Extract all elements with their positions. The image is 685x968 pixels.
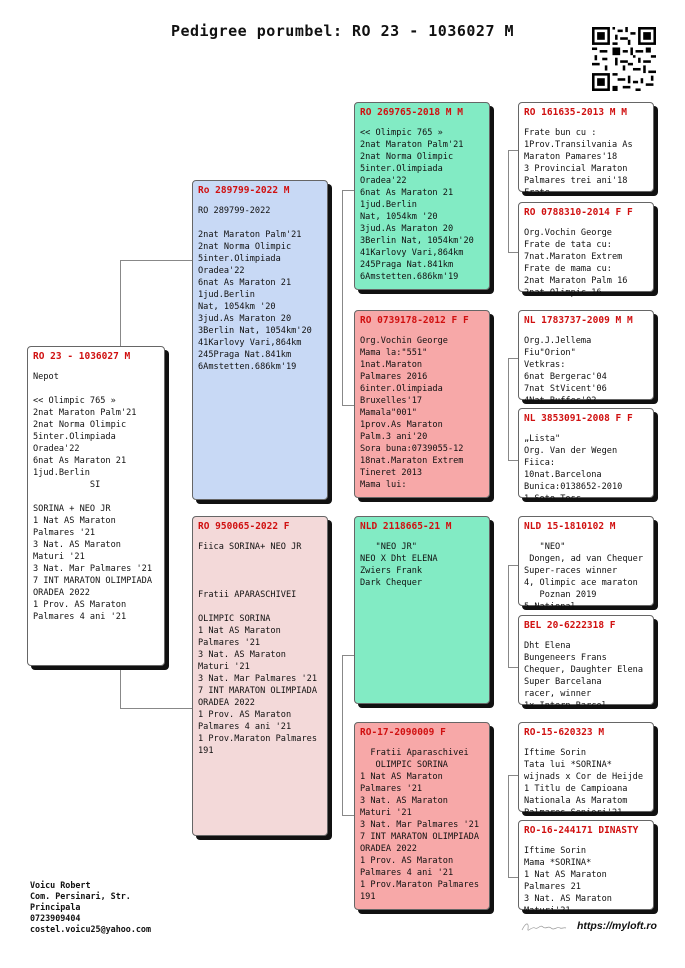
pigeon-card-dam[interactable] bbox=[192, 516, 328, 836]
ring-number: RO 23 - 1036027 M bbox=[33, 351, 131, 362]
pigeon-card-sire-sire[interactable] bbox=[354, 102, 490, 290]
pigeon-card-g3[interactable] bbox=[518, 310, 654, 406]
pigeon-notes: Org.Vochin George Frate de tata cu: 7nat.Maraton Extrem Frate de mama cu: 2nat Maraton Palm 16 2nat Olimpic 16 bbox=[524, 228, 628, 298]
pigeon-notes: Fiica SORINA+ NEO JR Fratii APARASCHIVEI OLIMPIC SORINA 1 Nat AS Maraton Palmares '21 3 Nat. AS Maraton Maturi '21 3 Nat. Mar Palmares '21 7 INT MARATON OLIMPIADA ORADEA 2022 1 Prov. AS Maraton Palmares 4 ani '21 1 Prov.Maraton Palmares 191 bbox=[198, 542, 317, 756]
ring-number: RO 161635-2013 M M bbox=[524, 107, 627, 118]
breeder-name: Voicu Robert bbox=[30, 880, 91, 890]
pigeon-notes: Dht Elena Bungeneers Frans Chequer, Daughter Elena Super Barcelana racer, winner 1x Intern Barcel bbox=[524, 641, 643, 711]
connector-line bbox=[508, 252, 518, 253]
pigeon-notes: RO 289799-2022 2nat Maraton Palm'21 2nat Norma Olimpic 5inter.Olimpiada Oradea'22 6nat As Maraton 21 1jud.Berlin Nat, 1054km '20 3jud.As Maraton 20 3Berlin Nat, 1054km'20 41Karlovy Vari,864km 245Praga Nat.841km 6Amstetten.686km'19 bbox=[198, 206, 312, 372]
ring-number: BEL 20-6222318 F bbox=[524, 620, 616, 631]
pigeon-card-g3[interactable] bbox=[518, 820, 654, 916]
ring-number: NL 1783737-2009 M M bbox=[524, 315, 633, 326]
breeder-info bbox=[30, 880, 151, 935]
pigeon-notes: "NEO" Dongen, ad van Chequer Super-races winner 4, Olimpic ace maraton Poznan 2019 5 National bbox=[524, 542, 644, 612]
connector-line bbox=[508, 358, 509, 460]
connector-line bbox=[508, 460, 518, 461]
pigeon-notes: Iftime Sorin Tata lui *SORINA* wijnads x Cor de Heijde 1 Titlu de Campioana Nationala As Maratom Palmares Seniori'21 bbox=[524, 748, 643, 818]
pigeon-card-g3[interactable] bbox=[518, 408, 654, 504]
ring-number: NLD 2118665-21 M bbox=[360, 521, 452, 532]
pigeon-card-sire-dam[interactable] bbox=[354, 310, 490, 498]
pigeon-card-g3[interactable] bbox=[518, 722, 654, 818]
ring-number: RO-16-244171 DINASTY bbox=[524, 825, 639, 836]
breeder-address-line: Com. Persinari, Str. bbox=[30, 891, 131, 901]
ring-number: RO-15-620323 M bbox=[524, 727, 605, 738]
pigeon-notes: Frate bun cu : 1Prov.Transilvania As Maraton Pamares'18 3 Provincial Maraton Palmares trei ani'18 Frate bbox=[524, 128, 633, 198]
connector-line bbox=[508, 775, 518, 776]
qr-code-icon bbox=[592, 27, 656, 91]
pigeon-notes: "NEO JR" NEO X Dht ELENA Zwiers Frank Dark Chequer bbox=[360, 542, 438, 588]
ring-number: NL 3853091-2008 F F bbox=[524, 413, 633, 424]
connector-line bbox=[342, 405, 354, 406]
connector-line bbox=[508, 565, 518, 566]
connector-line bbox=[120, 668, 121, 708]
pigeon-card-subject[interactable] bbox=[27, 346, 165, 666]
connector-line bbox=[508, 358, 518, 359]
ring-number: RO 950065-2022 F bbox=[198, 521, 290, 532]
breeder-email[interactable]: costel.voicu25@yahoo.com bbox=[30, 924, 152, 934]
connector-line bbox=[508, 150, 509, 252]
pigeon-notes: Org.J.Jellema Fiu"Orion" Vetkras: 6nat Bergerac'04 7nat StVicent'06 4Nat Buffec'02 bbox=[524, 336, 607, 406]
connector-line bbox=[342, 655, 354, 656]
connector-line bbox=[508, 667, 518, 668]
connector-line bbox=[342, 815, 354, 816]
pigeon-notes: Org.Vochin George Mama la:"551" 1nat.Maraton Palmares 2016 6inter.Olimpiada Bruxelles'17 Mamala"001" 1prov.As Maraton Palm.3 ani'20 Sora buna:0739055-12 18nat.Maraton Extrem Tineret 2013 Mama lui: bbox=[360, 336, 464, 490]
pigeon-notes: Iftime Sorin Mama *SORINA* 1 Nat AS Maraton Palmares 21 3 Nat. AS Maraton Maturi'21 bbox=[524, 846, 612, 916]
ring-number: RO 269765-2018 M M bbox=[360, 107, 463, 118]
pigeon-card-dam-sire[interactable] bbox=[354, 516, 490, 704]
ring-number: NLD 15-1810102 M bbox=[524, 521, 616, 532]
pigeon-notes: Nepot << Olimpic 765 » 2nat Maraton Palm'21 2nat Norma Olimpic 5inter.Olimpiada Oradea'22 6nat As Maraton 21 1jud.Berlin SI SORINA + NEO JR 1 Nat AS Maraton Palmares '21 3 Nat. AS Maraton Maturi '21 3 Nat. Mar Palmares '21 7 INT MARATON OLIMPIADA ORADEA 2022 1 Prov. AS Maraton Palmares 4 ani '21 bbox=[33, 372, 152, 622]
footer-link[interactable]: https://myloft.ro bbox=[577, 920, 657, 932]
page-title: Pedigree porumbel: RO 23 - 1036027 M bbox=[170, 22, 515, 40]
connector-line bbox=[508, 150, 518, 151]
pigeon-card-g3[interactable] bbox=[518, 102, 654, 198]
connector-line bbox=[508, 775, 509, 877]
connector-line bbox=[342, 190, 343, 405]
connector-line bbox=[120, 260, 121, 350]
signature-icon bbox=[520, 918, 568, 936]
breeder-phone: 0723909404 bbox=[30, 913, 81, 923]
pigeon-card-sire[interactable] bbox=[192, 180, 328, 500]
ring-number: RO 0788310-2014 F F bbox=[524, 207, 633, 218]
ring-number: RO-17-2090009 F bbox=[360, 727, 446, 738]
connector-line bbox=[508, 565, 509, 667]
pigeon-notes: „Lista" Org. Van der Wegen Fiica: 10nat.Barcelona Bunica:0138652-2010 1 Soto Tosc bbox=[524, 434, 623, 504]
connector-line bbox=[120, 260, 192, 261]
connector-line bbox=[508, 877, 518, 878]
connector-line bbox=[120, 708, 192, 709]
pigeon-card-dam-dam[interactable] bbox=[354, 722, 490, 910]
connector-line bbox=[342, 655, 343, 815]
pigeon-notes: << Olimpic 765 » 2nat Maraton Palm'21 2nat Norma Olimpic 5inter.Olimpiada Oradea'22 6nat As Maraton 21 1jud.Berlin Nat, 1054km '20 3jud.As Maraton 20 3Berlin Nat, 1054km'20 41Karlovy Vari,864km 245Praga Nat.841km 6Amstetten.686km'19 bbox=[360, 128, 474, 282]
pigeon-card-g3[interactable] bbox=[518, 516, 654, 612]
pigeon-card-g3[interactable] bbox=[518, 202, 654, 298]
ring-number: Ro 289799-2022 M bbox=[198, 185, 290, 196]
pigeon-notes: Fratii Aparaschivei OLIMPIC SORINA 1 Nat AS Maraton Palmares '21 3 Nat. AS Maraton Maturi '21 3 Nat. Mar Palmares '21 7 INT MARATON OLIMPIADA ORADEA 2022 1 Prov. AS Maraton Palmares 4 ani '21 1 Prov.Maraton Palmares 191 bbox=[360, 748, 479, 902]
breeder-address-line: Principala bbox=[30, 902, 81, 912]
ring-number: RO 0739178-2012 F F bbox=[360, 315, 469, 326]
pigeon-card-g3[interactable] bbox=[518, 615, 654, 711]
connector-line bbox=[342, 190, 354, 191]
